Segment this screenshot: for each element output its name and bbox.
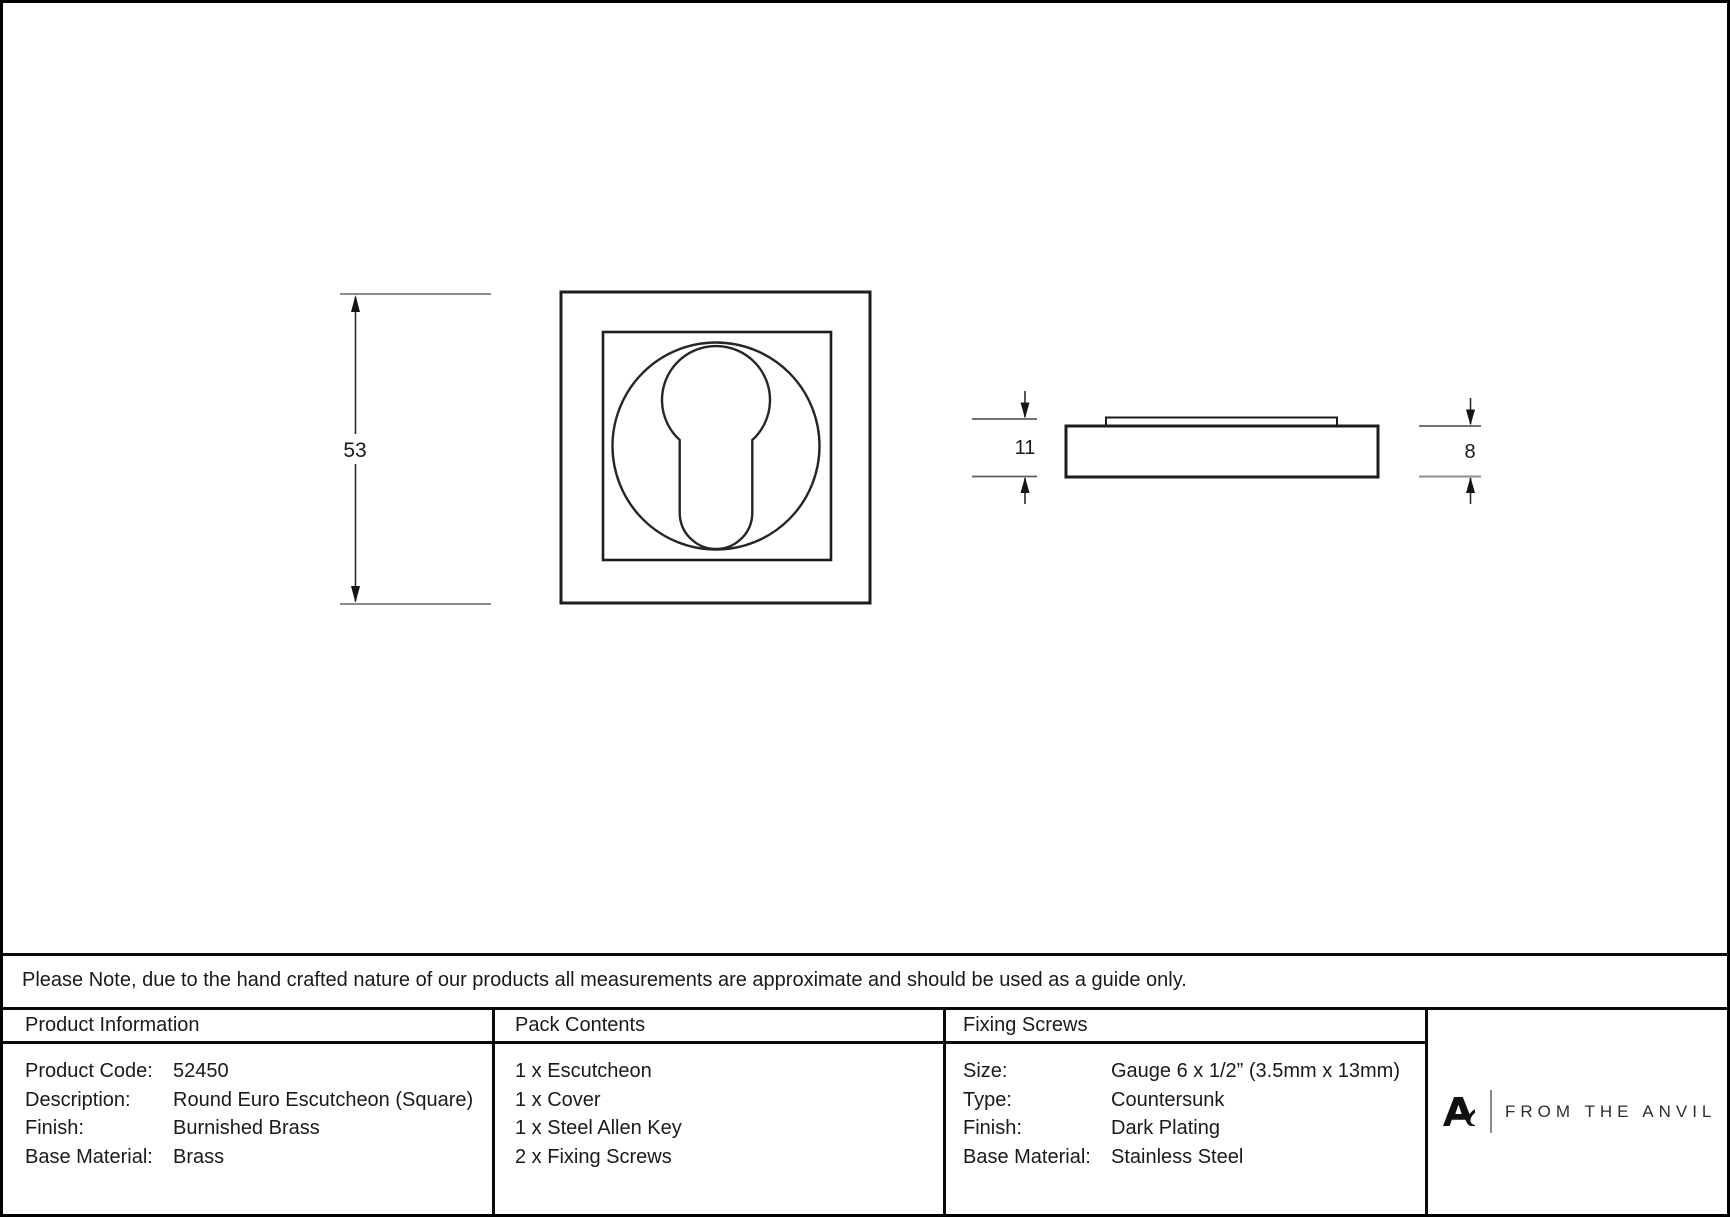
pack-contents-header: Pack Contents <box>515 1014 646 1036</box>
anvil-a-logo-icon <box>1443 1097 1475 1126</box>
front-view-inner-square <box>603 332 831 560</box>
row-value: Countersunk <box>1111 1088 1225 1111</box>
dimension-height <box>340 294 491 604</box>
table-row <box>25 1114 473 1143</box>
row-label: Description: <box>25 1088 131 1111</box>
table-row <box>963 1143 1400 1172</box>
measurement-note: Please Note, due to the hand crafted nature of our products all measurements are approximate and should be used as a guide only. <box>22 968 1187 991</box>
row-label: Base Material: <box>25 1145 153 1168</box>
header-row-bottom-line <box>3 1041 1428 1044</box>
dim-base-depth-label: 8 <box>1464 441 1476 463</box>
dim-overall-depth-label: 11 <box>1014 437 1036 459</box>
dim-height-label: 53 <box>343 439 367 462</box>
fixing-screws-header: Fixing Screws <box>963 1014 1088 1036</box>
arrowhead-down-icon <box>351 586 360 603</box>
arrowhead-down-icon <box>1466 410 1475 426</box>
row-value: Gauge 6 x 1/2” (3.5mm x 13mm) <box>1111 1060 1400 1082</box>
row-value: 52450 <box>173 1060 229 1082</box>
list-item: 2 x Fixing Screws <box>515 1145 672 1168</box>
row-value: Stainless Steel <box>1111 1145 1244 1168</box>
fixing-screws-cell <box>963 1057 1400 1171</box>
brand-name: FROM THE ANVIL <box>1505 1101 1717 1121</box>
header-row-top-line <box>3 1007 1727 1010</box>
column-divider-2 <box>943 1007 946 1214</box>
row-value: Round Euro Escutcheon (Square) <box>173 1088 474 1111</box>
column-divider-1 <box>492 1007 495 1214</box>
technical-drawing <box>3 3 1727 953</box>
front-view <box>561 292 870 603</box>
front-view-outer-square <box>561 292 870 603</box>
table-row <box>25 1057 473 1086</box>
row-label: Finish: <box>25 1117 84 1140</box>
list-item: 1 x Steel Allen Key <box>515 1117 682 1140</box>
front-view-cover-circle <box>613 343 820 550</box>
brand-logo <box>1443 1090 1716 1133</box>
row-value: Brass <box>173 1145 225 1168</box>
brand-logo-cell <box>1428 1013 1727 1214</box>
side-view-base <box>1066 426 1378 477</box>
dimension-overall-depth <box>972 391 1037 504</box>
row-value: Dark Plating <box>1111 1117 1220 1140</box>
euro-keyhole-profile <box>662 346 770 549</box>
arrowhead-up-icon <box>1466 477 1475 493</box>
side-view <box>1066 418 1378 478</box>
row-label: Product Code: <box>25 1060 153 1082</box>
arrowhead-down-icon <box>1021 403 1030 419</box>
table-row <box>25 1143 473 1172</box>
row-label: Type: <box>963 1088 1012 1111</box>
table-row <box>963 1086 1400 1115</box>
dimension-base-depth <box>1419 398 1481 504</box>
row-value: Burnished Brass <box>173 1117 320 1140</box>
arrowhead-up-icon <box>1021 477 1030 493</box>
arrowhead-up-icon <box>351 295 360 312</box>
row-label: Size: <box>963 1060 1008 1082</box>
table-row <box>963 1057 1400 1086</box>
table-row <box>963 1114 1400 1143</box>
product-information-cell <box>25 1057 473 1171</box>
pack-contents-cell <box>515 1057 682 1171</box>
product-information-header: Product Information <box>25 1014 200 1036</box>
row-label: Finish: <box>963 1117 1022 1140</box>
list-item: 1 x Escutcheon <box>515 1060 652 1082</box>
row-label: Base Material: <box>963 1145 1091 1168</box>
list-item: 1 x Cover <box>515 1088 601 1111</box>
table-row <box>25 1086 473 1115</box>
logo-divider <box>1490 1090 1492 1133</box>
